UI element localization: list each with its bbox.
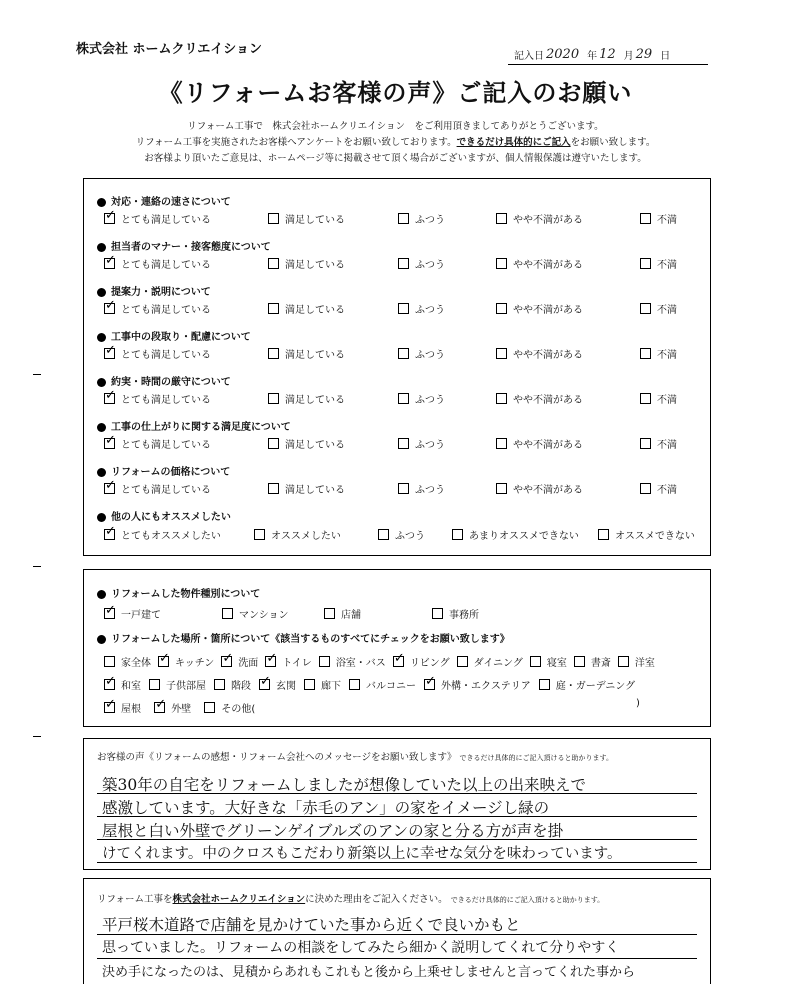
- checkbox[interactable]: [398, 258, 409, 269]
- question-heading: [97, 463, 230, 478]
- checkbox[interactable]: [268, 303, 279, 314]
- question-label: 対応・連絡の速さについて: [111, 197, 231, 208]
- checkbox-checked[interactable]: [104, 702, 115, 713]
- rating-option-label: とても満足している: [121, 440, 211, 451]
- voice-heading: [97, 749, 613, 763]
- rating-option[interactable]: [104, 481, 211, 496]
- type-label: 事務所: [449, 610, 479, 621]
- reason-heading: [97, 891, 604, 905]
- place-label: 家全体: [121, 658, 151, 669]
- voice-line-3[interactable]: 屋根と白い外壁でグリーンゲイブルズのアンの家と分る方が声を掛: [102, 822, 564, 840]
- bullet-icon: [97, 590, 106, 599]
- rating-option[interactable]: [268, 481, 345, 496]
- place-label: 洗面: [238, 658, 259, 669]
- place-option[interactable]: [393, 654, 450, 669]
- bullet-icon: [97, 513, 106, 522]
- rating-option-label: とても満足している: [121, 350, 211, 361]
- checkbox[interactable]: [574, 656, 585, 667]
- voice-line-1[interactable]: 築30年の自宅をリフォームしましたが想像していた以上の出来映えで: [102, 776, 586, 794]
- rating-option[interactable]: [104, 256, 211, 271]
- rating-option[interactable]: [640, 346, 677, 361]
- checkbox[interactable]: [640, 393, 651, 404]
- margin-mark: [33, 566, 41, 567]
- rating-option[interactable]: [104, 346, 211, 361]
- type-option-3[interactable]: [324, 606, 361, 621]
- recommend-label: 他の人にもオススメしたい: [111, 512, 231, 523]
- question-heading: [97, 283, 211, 298]
- margin-mark: [33, 374, 41, 375]
- question-label: 提案力・説明について: [111, 287, 211, 298]
- rating-option[interactable]: [496, 211, 583, 226]
- rating-option[interactable]: [398, 256, 445, 271]
- entry-date: [514, 47, 670, 62]
- rating-option[interactable]: [640, 481, 677, 496]
- rating-option[interactable]: [496, 301, 583, 316]
- page-title: 《リフォームお客様の声》ご記入のお願い: [158, 79, 633, 107]
- question-label: 担当者のマナー・接客態度について: [111, 242, 271, 253]
- question-label: リフォームの価格について: [111, 467, 231, 478]
- rating-option[interactable]: [640, 301, 677, 316]
- bullet-icon: [97, 423, 106, 432]
- place-label: リビング: [409, 658, 450, 669]
- checkbox[interactable]: [598, 529, 609, 540]
- intro-emphasis: できるだけ具体的にご記入: [456, 137, 571, 148]
- checkbox[interactable]: [452, 529, 463, 540]
- checkbox[interactable]: [204, 702, 215, 713]
- recommend-option-label: オススメできない: [615, 531, 695, 542]
- rating-option-label: 満足している: [285, 485, 345, 496]
- place-option[interactable]: [265, 654, 312, 669]
- checkbox-checked[interactable]: [104, 258, 115, 269]
- rating-option-label: やや不満がある: [513, 215, 583, 226]
- rating-option[interactable]: [640, 436, 677, 451]
- rating-option[interactable]: [496, 481, 583, 496]
- checkbox[interactable]: [457, 656, 468, 667]
- reason-label-b: に決めた理由をご記入ください。: [305, 894, 448, 905]
- place-option[interactable]: [259, 677, 296, 692]
- intro-line-2c: をお願い致します。: [570, 137, 656, 148]
- rating-option-label: 満足している: [285, 215, 345, 226]
- rating-option-label: 満足している: [285, 305, 345, 316]
- reason-label-a: リフォーム工事を: [97, 894, 173, 905]
- checkbox[interactable]: [268, 348, 279, 359]
- rating-option-label: ふつう: [415, 260, 445, 271]
- checkbox[interactable]: [104, 656, 115, 667]
- question-heading: [97, 328, 251, 343]
- date-label: 記入日: [514, 51, 544, 62]
- recommend-option-4[interactable]: [452, 527, 579, 542]
- place-option[interactable]: [424, 677, 531, 692]
- other-close-paren: ): [636, 698, 640, 709]
- ruled-line: [97, 958, 697, 959]
- place-option[interactable]: [457, 654, 523, 669]
- rating-option[interactable]: [640, 211, 677, 226]
- rating-option-label: 満足している: [285, 350, 345, 361]
- question-heading: [97, 193, 231, 208]
- rating-option[interactable]: [104, 436, 211, 451]
- checkbox[interactable]: [214, 679, 225, 690]
- checkbox-checked[interactable]: [104, 348, 115, 359]
- company-name: 株式会社 ホームクリエイション: [76, 42, 263, 57]
- rating-option-label: ふつう: [415, 440, 445, 451]
- rating-option-label: ふつう: [415, 350, 445, 361]
- checkbox[interactable]: [496, 213, 507, 224]
- rating-option[interactable]: [496, 256, 583, 271]
- place-label: ダイニング: [473, 658, 523, 669]
- checkbox[interactable]: [640, 213, 651, 224]
- date-month[interactable]: 12: [599, 47, 616, 62]
- checkbox[interactable]: [304, 679, 315, 690]
- bullet-icon: [97, 468, 106, 477]
- rating-option[interactable]: [268, 256, 345, 271]
- place-option[interactable]: [539, 677, 635, 692]
- rating-option-label: 不満: [657, 395, 677, 406]
- place-label: 洋室: [634, 658, 655, 669]
- checkbox-checked[interactable]: [104, 303, 115, 314]
- intro-line-3: お客様より頂いたご意見は、ホームページ等に掲載させて頂く場合がございますが、個人情報保護は遵守いたします。: [144, 153, 647, 164]
- rating-option-label: やや不満がある: [513, 260, 583, 271]
- recommend-option-1[interactable]: [104, 527, 221, 542]
- rating-option-label: やや不満がある: [513, 395, 583, 406]
- checkbox[interactable]: [640, 348, 651, 359]
- rating-option[interactable]: [398, 346, 445, 361]
- recommend-option-5[interactable]: [598, 527, 695, 542]
- rating-option[interactable]: [398, 301, 445, 316]
- voice-note: できるだけ具体的にご記入頂けると助かります。: [459, 754, 613, 762]
- checkbox-checked[interactable]: [158, 656, 169, 667]
- reason-company: 株式会社ホームクリエイション: [172, 894, 306, 905]
- rating-option-label: 満足している: [285, 260, 345, 271]
- voice-line-2[interactable]: 感激しています。大好きな「赤毛のアン」の家をイメージし緑の: [102, 799, 550, 817]
- rating-option-label: 不満: [657, 305, 677, 316]
- checkbox[interactable]: [496, 348, 507, 359]
- checkbox[interactable]: [268, 483, 279, 494]
- checkbox[interactable]: [268, 393, 279, 404]
- place-label: 子供部屋: [166, 681, 206, 692]
- reason-line-1[interactable]: 平戸桜木道路で店舗を見かけていた事から近くで良いかもと: [102, 916, 521, 934]
- place-label: 寝室: [546, 658, 567, 669]
- checkbox[interactable]: [432, 608, 443, 619]
- margin-mark: [33, 736, 41, 737]
- rating-option[interactable]: [104, 301, 211, 316]
- checkbox-checked[interactable]: [393, 656, 404, 667]
- checkbox-checked[interactable]: [154, 702, 165, 713]
- intro-line-1: リフォーム工事で 株式会社ホームクリエイション をご利用頂きましてありがとうございます。: [187, 121, 604, 132]
- place-option-roof[interactable]: [104, 700, 141, 715]
- recommend-option-label: とてもオススメしたい: [121, 531, 221, 542]
- rating-option-label: 不満: [657, 215, 677, 226]
- rating-option-label: とても満足している: [121, 395, 211, 406]
- place-label: 屋根: [121, 704, 141, 715]
- bullet-icon: [97, 378, 106, 387]
- question-heading: [97, 418, 291, 433]
- places-row-2: [104, 677, 643, 693]
- property-type-label: リフォームした物件種別について: [111, 589, 261, 600]
- question-label: 約実・時間の厳守について: [111, 377, 231, 388]
- checkbox[interactable]: [149, 679, 160, 690]
- rating-option[interactable]: [268, 301, 345, 316]
- place-label: 書斎: [590, 658, 611, 669]
- rating-option[interactable]: [268, 346, 345, 361]
- place-option[interactable]: [158, 654, 214, 669]
- checkbox[interactable]: [640, 258, 651, 269]
- checkbox-checked[interactable]: [104, 679, 115, 690]
- place-label: キッチン: [175, 658, 215, 669]
- place-option[interactable]: [530, 654, 567, 669]
- checkbox[interactable]: [398, 483, 409, 494]
- checkbox[interactable]: [539, 679, 550, 690]
- place-label: 外構・エクステリア: [441, 681, 531, 692]
- checkbox[interactable]: [398, 393, 409, 404]
- bullet-icon: [97, 288, 106, 297]
- rating-option[interactable]: [268, 436, 345, 451]
- checkbox[interactable]: [496, 393, 507, 404]
- checkbox[interactable]: [496, 258, 507, 269]
- rating-option[interactable]: [268, 391, 345, 406]
- type-option-2[interactable]: [222, 606, 289, 621]
- checkbox-checked[interactable]: [104, 213, 115, 224]
- place-label: 浴室・バス: [335, 658, 386, 669]
- checkbox[interactable]: [496, 303, 507, 314]
- rating-option[interactable]: [104, 391, 211, 406]
- reason-note: できるだけ具体的にご記入頂けると助かります。: [450, 896, 605, 904]
- place-option-other[interactable]: [204, 700, 255, 715]
- date-year[interactable]: 2020: [546, 47, 580, 62]
- recommend-option-label: あまりオススメできない: [469, 531, 579, 542]
- month-unit: 月: [623, 51, 634, 62]
- checkbox[interactable]: [496, 483, 507, 494]
- rating-option-label: やや不満がある: [513, 440, 583, 451]
- place-option[interactable]: [104, 677, 141, 692]
- voice-line-4[interactable]: けてくれます。中のクロスもこだわり新築以上に幸せな気分を味わっています。: [102, 846, 622, 862]
- rating-option[interactable]: [398, 436, 445, 451]
- rating-option-label: ふつう: [415, 485, 445, 496]
- places-row-3: [104, 700, 664, 716]
- checkbox[interactable]: [640, 303, 651, 314]
- checkbox[interactable]: [222, 608, 233, 619]
- place-option-wall[interactable]: [154, 700, 191, 715]
- checkbox[interactable]: [640, 438, 651, 449]
- rating-option-label: やや不満がある: [513, 485, 583, 496]
- type-option-4[interactable]: [432, 606, 479, 621]
- rating-option-label: ふつう: [415, 395, 445, 406]
- rating-option-label: とても満足している: [121, 305, 211, 316]
- checkbox[interactable]: [378, 529, 389, 540]
- rating-option-label: とても満足している: [121, 260, 211, 271]
- rating-option-label: 不満: [657, 440, 677, 451]
- reason-line-3[interactable]: 決め手になったのは、見積からあれもこれもと後から上乗せしませんと言ってくれた事から: [102, 965, 636, 980]
- checkbox[interactable]: [640, 483, 651, 494]
- rating-option[interactable]: [496, 346, 583, 361]
- checkbox[interactable]: [268, 258, 279, 269]
- question-label: 工事の仕上がりに関する満足度について: [111, 422, 291, 433]
- rating-option-label: 満足している: [285, 440, 345, 451]
- place-option[interactable]: [574, 654, 611, 669]
- recommend-option-2[interactable]: [254, 527, 341, 542]
- rating-option-label: 不満: [657, 260, 677, 271]
- places-row-1: [104, 654, 662, 670]
- rating-option-label: 不満: [657, 485, 677, 496]
- voice-label: お客様の声《リフォームの感想・リフォーム会社へのメッセージをお願い致します》: [97, 752, 457, 763]
- checkbox-checked[interactable]: [104, 529, 115, 540]
- place-label: 廊下: [321, 681, 341, 692]
- rating-option-label: やや不満がある: [513, 350, 583, 361]
- rating-option[interactable]: [496, 436, 583, 451]
- place-option[interactable]: [104, 654, 151, 669]
- recommend-option-label: ふつう: [395, 531, 425, 542]
- rating-option[interactable]: [268, 211, 345, 226]
- reason-line-2[interactable]: 思っていました。リフォームの相談をしてみたら細かく説明してくれて分りやすく: [102, 940, 620, 956]
- bullet-icon: [97, 198, 106, 207]
- rating-option-label: とても満足している: [121, 485, 211, 496]
- checkbox[interactable]: [268, 438, 279, 449]
- type-label: 店舗: [341, 610, 361, 621]
- checkbox-checked[interactable]: [104, 608, 115, 619]
- checkbox[interactable]: [398, 348, 409, 359]
- rating-option[interactable]: [496, 391, 583, 406]
- place-option[interactable]: [319, 654, 386, 669]
- property-type-heading: [97, 585, 260, 600]
- rating-option-label: ふつう: [415, 305, 445, 316]
- rating-option[interactable]: [398, 391, 445, 406]
- bullet-icon: [97, 635, 106, 644]
- question-heading: [97, 373, 231, 388]
- place-label: その他(: [221, 704, 256, 715]
- checkbox-checked[interactable]: [104, 483, 115, 494]
- place-label: 和室: [121, 681, 141, 692]
- checkbox[interactable]: [398, 303, 409, 314]
- intro-line-2a: リフォーム工事を実施されたお客様へアンケートをお願い致しております。: [135, 137, 457, 148]
- checkbox-checked[interactable]: [221, 656, 232, 667]
- date-underline: [508, 64, 708, 65]
- checkbox-checked[interactable]: [104, 393, 115, 404]
- place-option[interactable]: [214, 677, 251, 692]
- checkbox[interactable]: [618, 656, 629, 667]
- recommend-option-label: オススメしたい: [271, 531, 341, 542]
- checkbox[interactable]: [496, 438, 507, 449]
- checkbox[interactable]: [324, 608, 335, 619]
- rating-option-label: 満足している: [285, 395, 345, 406]
- rating-option[interactable]: [640, 391, 677, 406]
- place-label: 庭・ガーデニング: [555, 681, 636, 692]
- checkbox[interactable]: [530, 656, 541, 667]
- place-option[interactable]: [221, 654, 258, 669]
- bullet-icon: [97, 243, 106, 252]
- checkbox[interactable]: [398, 438, 409, 449]
- places-heading: [97, 630, 510, 645]
- checkbox[interactable]: [254, 529, 265, 540]
- checkbox[interactable]: [398, 213, 409, 224]
- satisfaction-survey: [83, 178, 711, 556]
- year-unit: 年: [587, 51, 598, 62]
- place-option[interactable]: [349, 677, 416, 692]
- day-unit: 日: [660, 51, 671, 62]
- rating-option-label: ふつう: [415, 215, 445, 226]
- checkbox[interactable]: [268, 213, 279, 224]
- type-label: マンション: [239, 610, 289, 621]
- checkbox[interactable]: [319, 656, 330, 667]
- checkbox-checked[interactable]: [424, 679, 435, 690]
- checkbox[interactable]: [349, 679, 360, 690]
- rating-option[interactable]: [398, 211, 445, 226]
- place-label: バルコニー: [366, 681, 416, 692]
- date-day[interactable]: 29: [635, 47, 653, 62]
- rating-option-label: 不満: [657, 350, 677, 361]
- rating-option[interactable]: [398, 481, 445, 496]
- question-heading: [97, 238, 271, 253]
- place-label: 階段: [231, 681, 251, 692]
- checkbox-checked[interactable]: [104, 438, 115, 449]
- place-label: 玄関: [276, 681, 296, 692]
- places-label: リフォームした場所・箇所について《該当するものすべてにチェックをお願い致します》: [111, 634, 510, 645]
- rating-option[interactable]: [104, 211, 211, 226]
- rating-option-label: とても満足している: [121, 215, 211, 226]
- question-label: 工事中の段取り・配慮について: [111, 332, 251, 343]
- recommend-option-3[interactable]: [378, 527, 425, 542]
- checkbox-checked[interactable]: [265, 656, 276, 667]
- place-label: トイレ: [282, 658, 312, 669]
- rating-option[interactable]: [640, 256, 677, 271]
- type-label: 一戸建て: [121, 610, 161, 621]
- intro-line-2: [0, 134, 791, 148]
- place-option[interactable]: [149, 677, 206, 692]
- recommend-heading: [97, 508, 231, 523]
- bullet-icon: [97, 333, 106, 342]
- checkbox-checked[interactable]: [259, 679, 270, 690]
- place-option[interactable]: [618, 654, 655, 669]
- place-label: 外壁: [171, 704, 192, 715]
- place-option[interactable]: [304, 677, 341, 692]
- rating-option-label: やや不満がある: [513, 305, 583, 316]
- type-option-1[interactable]: [104, 606, 161, 621]
